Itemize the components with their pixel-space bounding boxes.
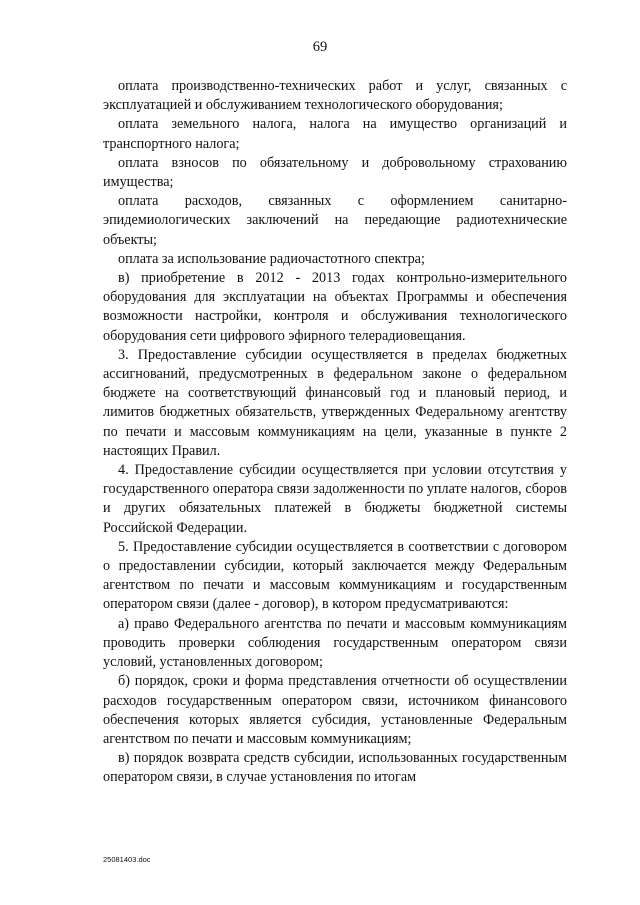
paragraph: в) порядок возврата средств субсидии, использованных государственным оператором связи, в случае установления по итогам [103, 750, 567, 786]
paragraph: оплата за использование радиочастотного спектра; [118, 250, 425, 267]
paragraph: оплата земельного налога, налога на имущество организаций и транспортного налога; [103, 116, 567, 152]
paragraph: 4. Предоставление субсидии осуществляется при условии отсутствия у государственного оператора связи задолженности по уплате налогов, сборов и других обязательных платежей в бюджеты бюджетной системы Российской Федерации. [103, 462, 567, 536]
paragraph: оплата взносов по обязательному и добровольному страхованию имущества; [103, 154, 567, 191]
paragraph: 3. Предоставление субсидии осуществляется в пределах бюджетных ассигнований, предусмотренных в федеральном законе о федеральном бюджете на соответствующий финансовый год и плановый период, и лимитов бюджетных обязательств, утвержденных Федеральному агентству по печати и массовым коммуникациям на цели, указанные в пункте 2 настоящих Правил. [103, 346, 567, 459]
paragraph: в) приобретение в 2012 - 2013 годах контрольно-измерительного оборудования для эксплуатации на объектах Программы и обеспечения возможности настройки, контроля и обслуживания технологического оборудования сети цифрового эфирного телерадиовещания. [103, 270, 567, 344]
paragraph: б) порядок, сроки и форма представления отчетности об осуществлении расходов государственным оператором связи, источником финансового обеспечения которых является субсидия, установленные Федеральным агентством по печати и массовым коммуникациям; [103, 673, 567, 747]
paragraph: оплата расходов, связанных с оформлением санитарно-эпидемиологических заключений на передающие радиотехнические объекты; [103, 193, 567, 248]
file-name-footer: 25081403.doc [103, 855, 151, 864]
paragraph: а) право Федерального агентства по печати и массовым коммуникациям проводить проверки соблюдения государственным оператором связи условий, установленных договором; [103, 615, 567, 671]
paragraph: 5. Предоставление субсидии осуществляется в соответствии с договором о предоставлении субсидии, который заключается между Федеральным агентством по печати и массовым коммуникациям и государственным оператором связи (далее - договор), в котором предусматриваются: [103, 538, 567, 613]
document-body [103, 77, 567, 788]
paragraph: оплата производственно-технических работ и услуг, связанных с эксплуатацией и обслуживанием технологического оборудования; [103, 78, 567, 114]
page-number: 69 [312, 39, 328, 55]
